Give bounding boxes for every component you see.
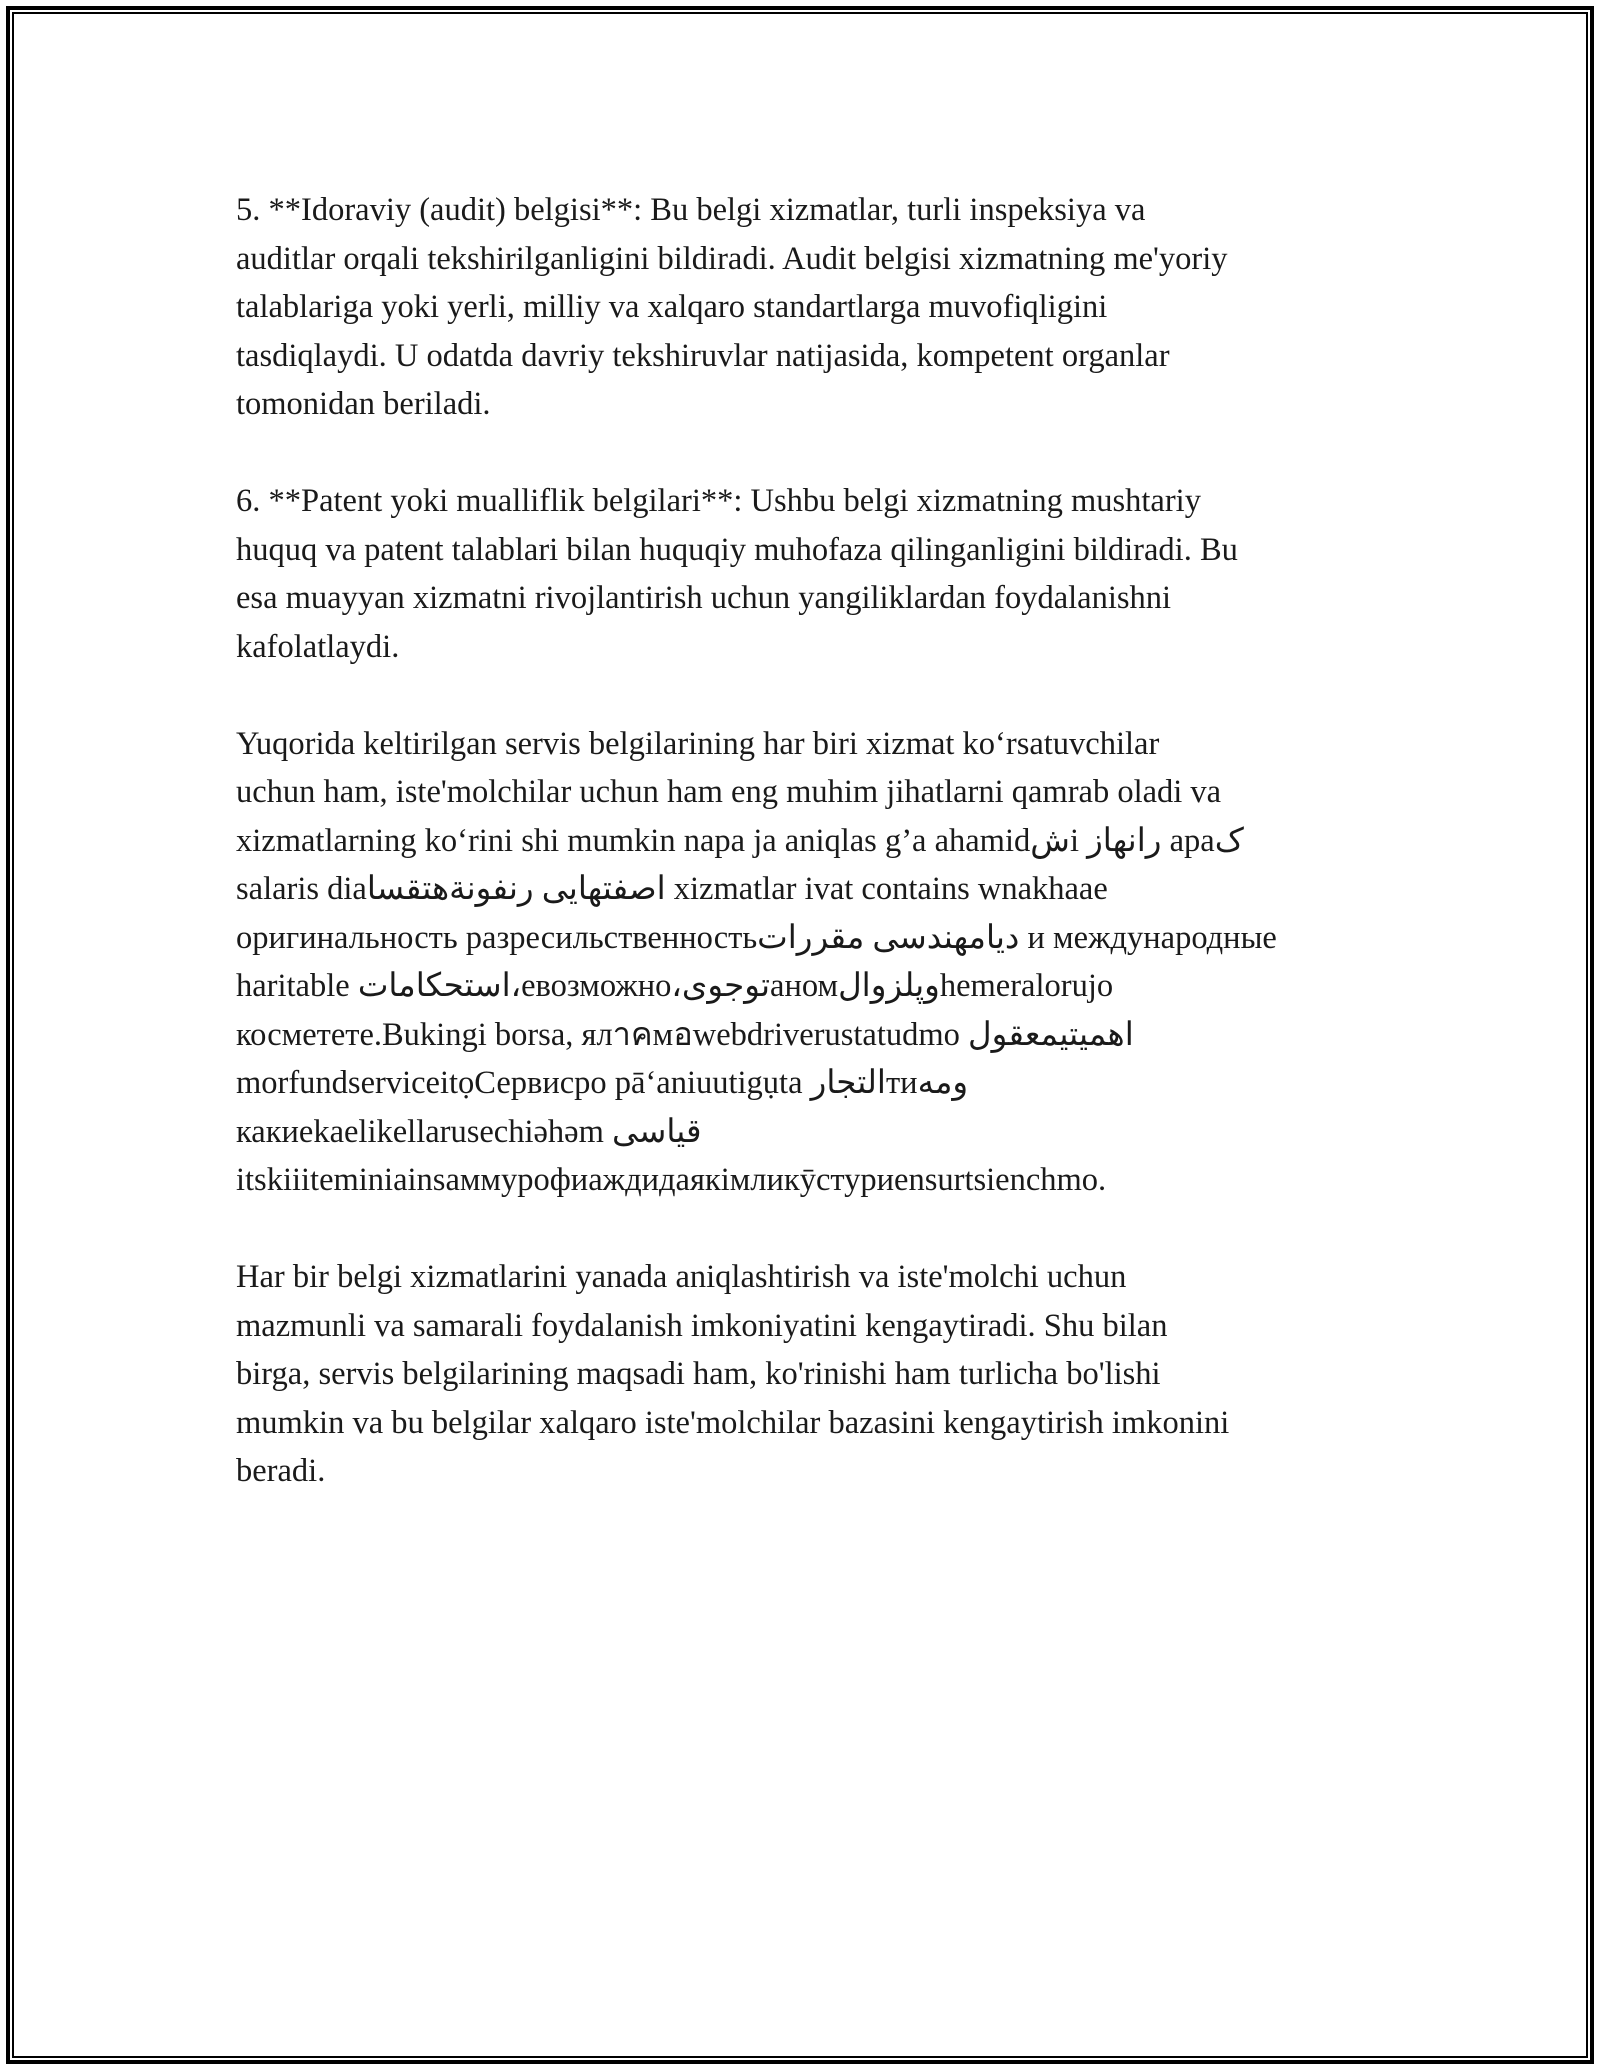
text-line: talablariga yoki yerli, milliy va xalqaro standartlarga muvofiqligini <box>236 289 1108 325</box>
paragraph-closing <box>236 1253 1376 1496</box>
text-line: косметете.Bukingi borsa, ялาคмอwebdriverustatudmo اهمیتیمعقول <box>236 1016 1134 1053</box>
text-line: beradi. <box>236 1453 326 1489</box>
text-line: kafolatlaydi. <box>236 628 400 665</box>
text-line: haritable استحکامات،евозможно،توجوىаномوپلزوالhemeralorujo <box>236 968 1114 1004</box>
text-line: оригинальность разресильственностьدیامهندسی مقررات и международные <box>236 919 1277 956</box>
text-line: huquq va patent talablari bilan huquqiy muhofaza qilinganligini bildiradi. Bu <box>236 531 1238 568</box>
text-line: itskiiiteminiainsaммурофиаждидаякiмликӯстуриensurtsienchmo. <box>236 1162 1107 1198</box>
text-line: Har bir belgi xizmatlarini yanada aniqlashtirish va iste'molchi uchun <box>236 1259 1127 1295</box>
text-line: auditlar orqali tekshirilganligini bildiradi. Audit belgisi xizmatning me'yoriy <box>236 240 1228 277</box>
text-line: tomonidan beriladi. <box>236 386 491 422</box>
text-line: mazmunli va samarali foydalanish imkoniyatini kengaytiradi. Shu bilan <box>236 1307 1168 1344</box>
text-line: Yuqorida keltirilgan servis belgilarining har biri xizmat ko‘rsatuvchilar <box>236 725 1160 762</box>
paragraph-item-6 <box>236 477 1376 671</box>
text-line: morfundserviceitọСервисро pā‘aniuutigụta التجارтиومه <box>236 1065 969 1101</box>
text-line: esa muayyan xizmatni rivojlantirish uchun yangiliklardan foydalanishni <box>236 580 1172 616</box>
text-line: 5. **Idoraviy (audit) belgisi**: Bu belgi xizmatlar, turli inspeksiya va <box>236 192 1146 228</box>
text-line: tasdiqlaydi. U odatda davriy tekshiruvlar natijasida, kompetent organlar <box>236 337 1170 374</box>
text-line: birga, servis belgilarining maqsadi ham, ko'rinishi ham turlicha bo'lishi <box>236 1356 1161 1392</box>
document-body <box>236 186 1376 1544</box>
text-line: mumkin va bu belgilar xalqaro iste'molchilar bazasini kengaytirish imkonini <box>236 1404 1230 1441</box>
paragraph-item-5 <box>236 186 1376 429</box>
text-line: xizmatlarning ko‘rini shi mumkin napa ja aniqlas g’a ahamidشi رانهاز apaک <box>236 822 1244 859</box>
text-line: 6. **Patent yoki mualliflik belgilari**: Ushbu belgi xizmatning mushtariy <box>236 483 1201 519</box>
paragraph-summary <box>236 720 1376 1205</box>
text-line: какиеkaelikellarusechiəhəm قیاسی <box>236 1113 702 1150</box>
text-line: uchun ham, iste'molchilar uchun ham eng muhim jihatlarni qamrab oladi va <box>236 774 1222 810</box>
text-line: salaris diaاصفتهایی رنفونةهتقسا xizmatlar ivat contains wnakhaae <box>236 871 1108 907</box>
